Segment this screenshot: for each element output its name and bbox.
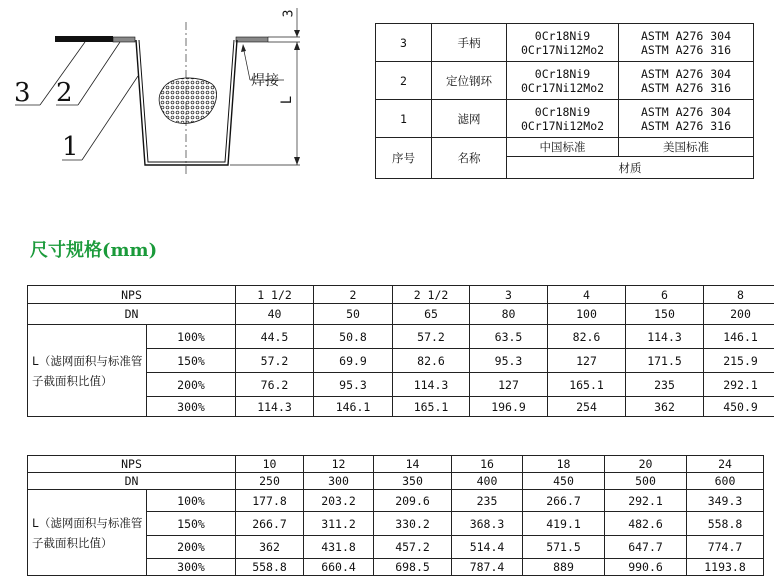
value-cell: 127 — [470, 373, 548, 397]
dn-cell: 40 — [236, 304, 314, 325]
value-cell: 235 — [626, 373, 704, 397]
header-material: 材质 — [507, 157, 754, 179]
nps-cell: 2 1/2 — [393, 286, 470, 304]
material-row — [376, 62, 754, 100]
value-cell: 254 — [548, 397, 626, 417]
value-cell: 63.5 — [470, 325, 548, 349]
value-cell: 311.2 — [304, 512, 374, 536]
value-cell: 171.5 — [626, 349, 704, 373]
dn-cell: 65 — [393, 304, 470, 325]
value-cell: 165.1 — [548, 373, 626, 397]
value-cell: 76.2 — [236, 373, 314, 397]
value-cell: 127 — [548, 349, 626, 373]
nps-cell: 2 — [314, 286, 393, 304]
value-cell: 1193.8 — [687, 559, 764, 576]
value-cell: 647.7 — [605, 536, 687, 559]
value-cell: 571.5 — [523, 536, 605, 559]
value-cell: 558.8 — [236, 559, 304, 576]
value-cell: 660.4 — [304, 559, 374, 576]
material-no: 2 — [376, 62, 432, 100]
value-cell: 82.6 — [548, 325, 626, 349]
us-grade-b: ASTM A276 316 — [640, 80, 731, 95]
length-label: L（滤网面积与标准管子截面积比值） — [28, 325, 147, 417]
value-cell: 368.3 — [452, 512, 523, 536]
value-cell: 774.7 — [687, 536, 764, 559]
us-grade-a: ASTM A276 304 — [640, 66, 731, 81]
length-row — [28, 490, 764, 512]
value-cell: 95.3 — [470, 349, 548, 373]
header-name: 名称 — [432, 138, 507, 179]
locating-ring-left — [113, 37, 135, 42]
nps-cell: 4 — [548, 286, 626, 304]
value-cell: 196.9 — [470, 397, 548, 417]
dn-row — [28, 304, 774, 325]
handle-part — [55, 36, 113, 42]
value-cell: 514.4 — [452, 536, 523, 559]
material-row — [376, 100, 754, 138]
ratio-cell: 100% — [147, 490, 236, 512]
cn-grade-b: 0Cr17Ni12Mo2 — [520, 118, 605, 133]
value-cell: 57.2 — [236, 349, 314, 373]
value-cell: 292.1 — [704, 373, 774, 397]
value-cell: 177.8 — [236, 490, 304, 512]
material-header-row — [376, 138, 754, 157]
value-cell: 787.4 — [452, 559, 523, 576]
dn-label: DN — [28, 304, 236, 325]
nps-cell: 14 — [374, 456, 452, 473]
value-cell: 209.6 — [374, 490, 452, 512]
nps-cell: 8 — [704, 286, 774, 304]
value-cell: 457.2 — [374, 536, 452, 559]
ratio-cell: 300% — [147, 559, 236, 576]
value-cell: 362 — [626, 397, 704, 417]
callout-2-leader — [78, 42, 120, 105]
nps-row — [28, 456, 764, 473]
spec-table-1 — [27, 285, 774, 417]
length-label: L（滤网面积与标准管子截面积比值） — [28, 490, 147, 576]
locating-ring-right — [236, 37, 268, 42]
value-cell: 114.3 — [236, 397, 314, 417]
dn-cell: 450 — [523, 473, 605, 490]
value-cell: 889 — [523, 559, 605, 576]
us-grade-a: ASTM A276 304 — [640, 28, 731, 43]
material-table — [375, 23, 754, 179]
dn-cell: 350 — [374, 473, 452, 490]
material-name: 手柄 — [432, 24, 507, 62]
value-cell: 146.1 — [314, 397, 393, 417]
dn-cell: 250 — [236, 473, 304, 490]
dn-cell: 500 — [605, 473, 687, 490]
value-cell: 698.5 — [374, 559, 452, 576]
ratio-cell: 300% — [147, 397, 236, 417]
nps-cell: 1 1/2 — [236, 286, 314, 304]
ratio-cell: 150% — [147, 512, 236, 536]
dn-cell: 50 — [314, 304, 393, 325]
dn-cell: 100 — [548, 304, 626, 325]
dimension-L-label: L — [279, 95, 296, 105]
us-grade-a: ASTM A276 304 — [640, 104, 731, 119]
spec-table-2 — [27, 455, 764, 576]
callout-2: 2 — [56, 78, 73, 108]
mesh-area — [159, 78, 216, 123]
cn-grade-b: 0Cr17Ni12Mo2 — [520, 80, 605, 95]
header-cn-standard: 中国标准 — [507, 138, 619, 157]
nps-cell: 18 — [523, 456, 605, 473]
nps-row — [28, 286, 774, 304]
weld-label: 焊接 — [251, 73, 279, 89]
value-cell: 114.3 — [626, 325, 704, 349]
dn-row — [28, 473, 764, 490]
dn-cell: 200 — [704, 304, 774, 325]
nps-label: NPS — [28, 286, 236, 304]
value-cell: 114.3 — [393, 373, 470, 397]
value-cell: 266.7 — [236, 512, 304, 536]
value-cell: 450.9 — [704, 397, 774, 417]
dn-label: DN — [28, 473, 236, 490]
material-name: 滤网 — [432, 100, 507, 138]
value-cell: 349.3 — [687, 490, 764, 512]
section-title: 尺寸规格(mm) — [30, 240, 158, 261]
cn-grade-b: 0Cr17Ni12Mo2 — [520, 42, 605, 57]
value-cell: 69.9 — [314, 349, 393, 373]
value-cell: 330.2 — [374, 512, 452, 536]
nps-cell: 20 — [605, 456, 687, 473]
header-no: 序号 — [376, 138, 432, 179]
value-cell: 44.5 — [236, 325, 314, 349]
nps-cell: 24 — [687, 456, 764, 473]
callout-1: 1 — [62, 132, 79, 162]
nps-label: NPS — [28, 456, 236, 473]
callout-1-leader — [82, 76, 138, 160]
value-cell: 292.1 — [605, 490, 687, 512]
material-no: 1 — [376, 100, 432, 138]
cn-grade-a: 0Cr18Ni9 — [534, 104, 591, 119]
value-cell: 419.1 — [523, 512, 605, 536]
ratio-cell: 200% — [147, 373, 236, 397]
dn-cell: 400 — [452, 473, 523, 490]
value-cell: 482.6 — [605, 512, 687, 536]
value-cell: 558.8 — [687, 512, 764, 536]
ratio-cell: 100% — [147, 325, 236, 349]
value-cell: 266.7 — [523, 490, 605, 512]
nps-cell: 6 — [626, 286, 704, 304]
cn-grade-a: 0Cr18Ni9 — [534, 28, 591, 43]
value-cell: 165.1 — [393, 397, 470, 417]
value-cell: 95.3 — [314, 373, 393, 397]
dn-cell: 600 — [687, 473, 764, 490]
value-cell: 431.8 — [304, 536, 374, 559]
nps-cell: 10 — [236, 456, 304, 473]
value-cell: 146.1 — [704, 325, 774, 349]
value-cell: 362 — [236, 536, 304, 559]
material-no: 3 — [376, 24, 432, 62]
header-us-standard: 美国标准 — [619, 138, 754, 157]
value-cell: 215.9 — [704, 349, 774, 373]
ratio-cell: 200% — [147, 536, 236, 559]
value-cell: 235 — [452, 490, 523, 512]
value-cell: 50.8 — [314, 325, 393, 349]
value-cell: 82.6 — [393, 349, 470, 373]
nps-cell: 3 — [470, 286, 548, 304]
value-cell: 990.6 — [605, 559, 687, 576]
dimension-3-label: 3 — [281, 9, 297, 18]
callout-3: 3 — [14, 78, 31, 108]
value-cell: 57.2 — [393, 325, 470, 349]
nps-cell: 16 — [452, 456, 523, 473]
dn-cell: 150 — [626, 304, 704, 325]
ratio-cell: 150% — [147, 349, 236, 373]
length-row — [28, 325, 774, 349]
dn-cell: 80 — [470, 304, 548, 325]
dn-cell: 300 — [304, 473, 374, 490]
us-grade-b: ASTM A276 316 — [640, 118, 731, 133]
us-grade-b: ASTM A276 316 — [640, 42, 731, 57]
value-cell: 203.2 — [304, 490, 374, 512]
cn-grade-a: 0Cr18Ni9 — [534, 66, 591, 81]
nps-cell: 12 — [304, 456, 374, 473]
material-name: 定位钢环 — [432, 62, 507, 100]
material-row — [376, 24, 754, 62]
